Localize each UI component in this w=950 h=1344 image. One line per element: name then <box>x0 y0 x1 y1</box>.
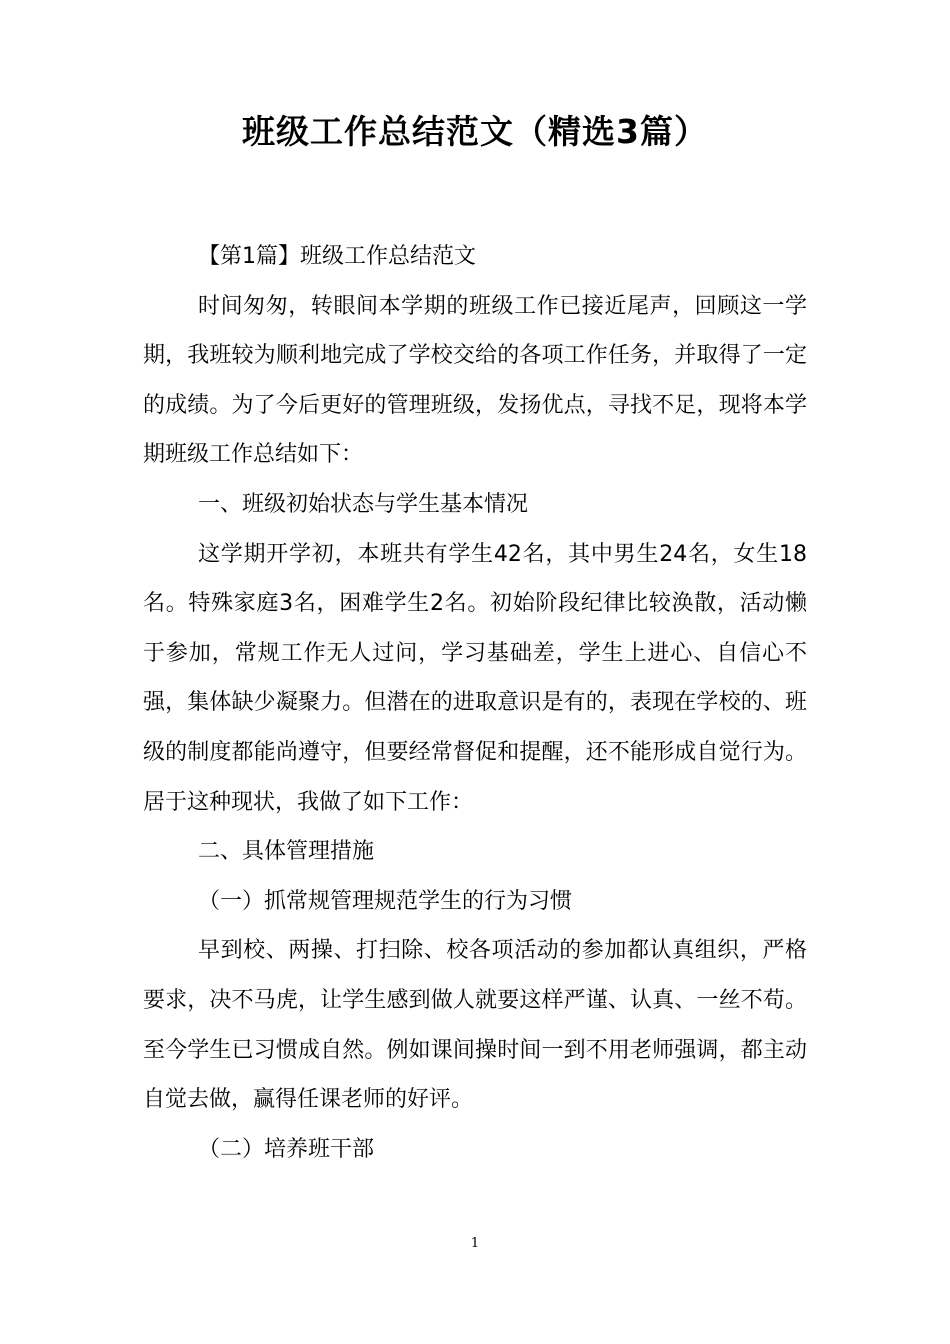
section-heading-part-1: 【第1篇】班级工作总结范文 <box>198 244 476 269</box>
page-number: 1 <box>470 1236 480 1251</box>
section-heading-measures: 二、具体管理措施 <box>198 839 375 865</box>
subheading-class-cadres: （二）培养班干部 <box>198 1136 375 1162</box>
section-heading-initial-state: 一、班级初始状态与学生基本情况 <box>198 491 529 517</box>
routine-management-paragraph: 早到校、两操、打扫除、校各项活动的参加都认真组织，严格要求，决不马虎，让学生感到做人就要这样严谨、认真、一丝不苟。至今学生已习惯成自然。例如课间操时间一到不用老师强调，都主动自觉去做，赢得任课老师的好评。 <box>143 938 807 1113</box>
student-situation-paragraph: 这学期开学初，本班共有学生42名，其中男生24名，女生18名。特殊家庭3名，困难学生2名。初始阶段纪律比较涣散，活动懒于参加，常规工作无人过问，学习基础差，学生上进心、自信心不强，集体缺少凝聚力。但潜在的进取意识是有的，表现在学校的、班级的制度都能尚遵守，但要经常督促和提醒，还不能形成自觉行为。居于这种现状，我做了如下工作： <box>143 541 807 815</box>
subheading-routine-management: （一）抓常规管理规范学生的行为习惯 <box>198 888 573 914</box>
document-title: 班级工作总结范文（精选3篇） <box>242 112 708 151</box>
document-body <box>143 232 807 1174</box>
intro-paragraph: 时间匆匆，转眼间本学期的班级工作已接近尾声，回顾这一学期，我班较为顺利地完成了学校交给的各项工作任务，并取得了一定的成绩。为了今后更好的管理班级，发扬优点，寻找不足，现将本学期班级工作总结如下： <box>143 293 807 468</box>
